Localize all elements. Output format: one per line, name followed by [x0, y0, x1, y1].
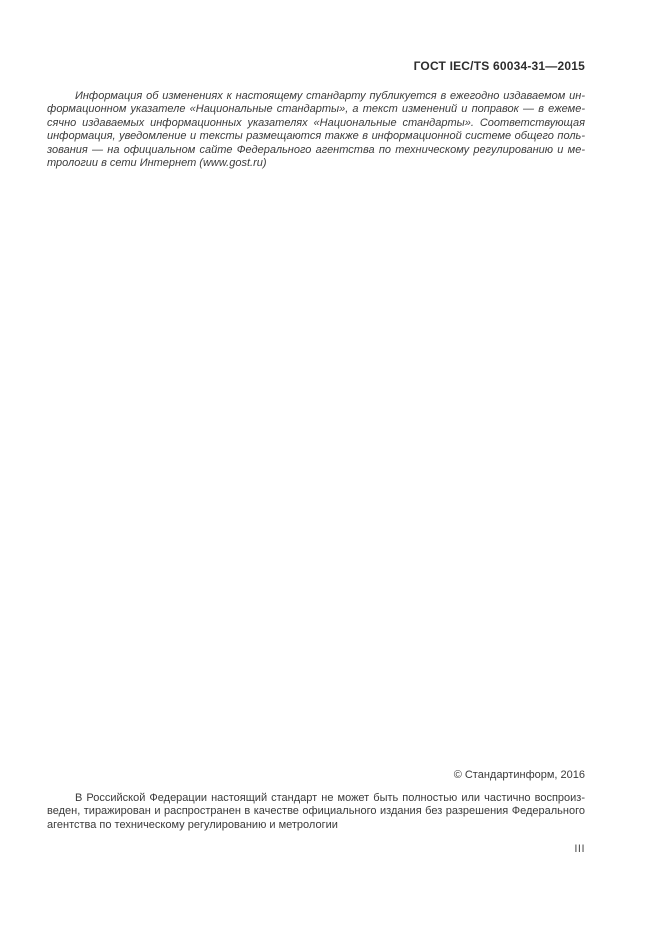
text-line: Информация об изменениях к настоящему стандарту публикуется в ежегодно издаваемом ин- — [75, 90, 585, 102]
copyright-line: © Стандартинформ, 2016 — [453, 769, 585, 781]
text-line: веден, тиражирован и распространен в качестве официального издания без разрешения Федерального — [47, 805, 585, 818]
standard-code-header: ГОСТ IEC/TS 60034-31—2015 — [413, 59, 585, 73]
page-number: III — [574, 843, 585, 855]
changes-info-notice — [47, 90, 585, 170]
text-line: формационном указателе «Национальные стандарты», а текст изменений и поправок — в ежеме- — [47, 103, 585, 116]
text-line: зования — на официальном сайте Федерального агентства по техническому регулированию и ме- — [47, 143, 585, 156]
text-line: В Российской Федерации настоящий стандарт не может быть полностью или частично воспроиз- — [75, 792, 585, 804]
text-line: агентства по техническому регулированию и метрологии — [47, 818, 338, 831]
reproduction-restriction-notice — [47, 792, 585, 832]
text-line: трологии в сети Интернет (www.gost.ru) — [47, 157, 267, 170]
text-line: информация, уведомление и тексты размещаются также в информационной системе общего поль- — [47, 130, 585, 143]
text-line: сячно издаваемых информационных указателях «Национальные стандарты». Соответствующая — [47, 116, 585, 129]
